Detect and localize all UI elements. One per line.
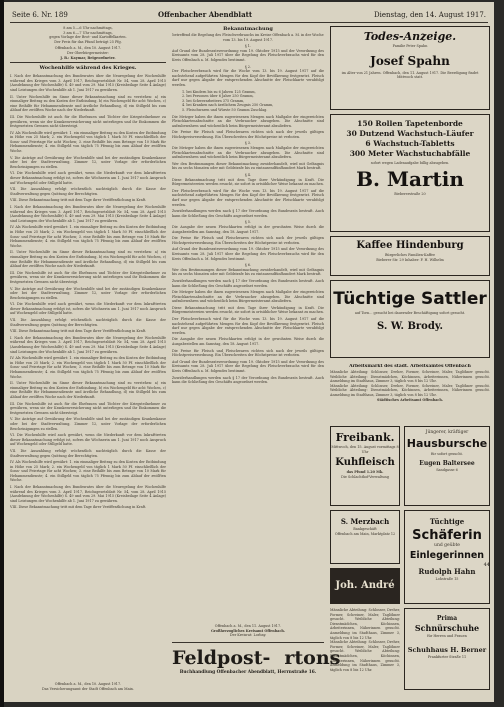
paragraph: III. Die Wochenhilfe ist auch für die Ehefrauen und Töchter der Kriegsteilnehmer zu gewähren, wenn sie der Krankenversicherung nicht unterliegen und ihr Einkommen die festgesetzten Grenzen nicht übersteigt.	[10, 270, 166, 284]
paragraph: IV. Als Wochenhilfe wird gewährt: 1. ein einmaliger Beitrag zu den Kosten der Entbindung in Höhe von 25 Mark; 2. ein Wochengeld von täglich 1 Mark 50 Pf. einschließlich der Sonn- und Feiertage für acht Wochen; 3. eine Beihilfe bis zum Betrage von 10 Mark für Hebammendienste; 4. ein Stillgeld von täglich 75 Pfennig bis zum Ablauf der zwölften Woche.	[10, 356, 166, 379]
hausbursche-firm: Eugen Baltersee	[419, 460, 475, 468]
ad-line: 300 Meter Wachstuchabfälle	[349, 149, 471, 158]
sign-line: Offenbach a. M., den 10. August 1917.	[54, 682, 122, 686]
labor-market-text: Männliche Abteilung: Schlosser, Dreher, Former, Schreiner, Maler, Taglöhner gesucht. Weibliche Abteilung: Dienstmädchen, Köchinnen, Arbeiterinnen, Näherinnen gesucht. Anmeldung im Stadthaus, Zimmer 3, täglich von 8 bis 12 Uhr.	[330, 370, 490, 384]
paragraph: Die Metzger haben die ihnen zugewiesenen Mengen nach Maßgabe der eingereichten Fleischkartenabschnitte an die Verbraucher abzugeben. Die Abschnitte sind aufzubewahren und wöchentlich beim Bürgermeisteramt abzuliefern.	[172, 146, 324, 160]
death-notice-family: Familie Peter Spahn	[392, 44, 428, 48]
death-notice-title: Todes-Anzeige.	[363, 30, 457, 43]
feldpost-sub: Buchhandlung Offenbacher Abendblatt, Herrnstraße 16.	[179, 670, 317, 675]
paragraph: Diese Bekanntmachung tritt mit dem Tage ihrer Verkündigung in Kraft. Die Bürgermeistereien werden ersucht, sie sofort in ortsüblicher Weise bekannt zu machen.	[172, 177, 324, 187]
kaffee-title: Kaffee Hindenburg	[356, 240, 464, 251]
paragraph: IV. Als Wochenhilfe wird gewährt: 1. ein einmaliger Beitrag zu den Kosten der Entbindung in Höhe von 25 Mark; 2. ein Wochengeld von täglich 1 Mark 50 Pf. einschließlich der Sonn- und Feiertage für acht Wochen; 3. eine Beihilfe bis zum Betrage von 10 Mark für Hebammendienste; 4. ein Stillgeld von täglich 75 Pfennig bis zum Ablauf der zwölften Woche.	[10, 225, 166, 248]
paragraph: Zuwiderhandlungen werden nach § 17 der Verordnung des Bundesrats bestraft. Auch kann die Schließung des Geschäfts angeordnet werden.	[172, 209, 324, 218]
paragraph: Die Preise für Fleisch und Fleischwaren richten sich nach der jeweils gültigen Höchstpreisverordnung. Ein Überschreiten der Höchstpreise ist verboten.	[172, 348, 324, 358]
paragraph: Die Preise für Fleisch und Fleischwaren richten sich nach der jeweils gültigen Höchstpreisverordnung. Ein Überschreiten der Höchstpreise ist verboten.	[172, 130, 324, 139]
notice-lead: betreffend die Regelung des Fleischverbrauchs im Kreise Offenbach a. M. in der Woche vom 13. bis 19. August 1917.	[172, 33, 324, 42]
article-body	[10, 74, 166, 510]
martin-name: B. Martin	[356, 166, 464, 191]
hausbursche-sub: für sofort gesucht.	[431, 451, 463, 456]
paragraph: Der Fleischverbrauch wird für die Woche vom 13. bis 19. August 1917 auf die nachstehend aufgeführten Mengen für den Kopf der Bevölkerung festgesetzt. Fleisch darf nur gegen Abgabe der entsprechenden Abschnitte der Fleischkarte verabfolgt werden.	[172, 188, 324, 207]
sign-line: Offenbach a. M., den 10. August 1917.	[54, 46, 122, 51]
paragraph: Auf Grund der Bundesratsverordnung vom 19. Oktober 1915 und der Verordnung des Kreisamts vom 28. Juli 1917 über die Regelung des Fleischverbrauchs wird für den Kreis Offenbach a. M. folgendes bestimmt.	[172, 359, 324, 373]
merzbach-sub: Bankgeschäft	[353, 527, 377, 531]
labor-market-title: Arbeitsmarkt des städt. Arbeitsamtes Offenbach	[349, 364, 471, 369]
shoe-sub: für Herren und Frauen	[427, 634, 467, 638]
shoe-pre: Prima	[436, 615, 458, 622]
article-signature	[10, 682, 166, 691]
notice-line: Der Preis für das Pfund beträgt 25 Pfg.	[54, 39, 122, 44]
andre-name: Joh. André	[335, 580, 395, 591]
list-item: 1. bei Kindern bis zu 6 Jahren 125 Gramm,	[182, 89, 256, 94]
paragraph: VII. Die Auszahlung erfolgt wöchentlich nachträglich durch die Kasse der Stadtverwaltung gegen Quittung der Berechtigten.	[10, 187, 166, 196]
schaeferin-ad	[404, 510, 490, 604]
paragraph: I. Nach der Bekanntmachung des Bundesrates über die Neuregelung der Wochenhilfe während des Krieges vom 3. April 1917, Reichsgesetzblatt Nr. 54, vom 28. April 1915 (Ausdehnung der Wochenhilfe) S. 49 und vom 29. Mai 1915 (Kreisbeilage Seite 4 Anlage) sind Leistungen der Wochenhilfe ab 1. Juni 1917 zu gewähren.	[10, 335, 166, 354]
top-signature	[10, 46, 166, 60]
paragraph: VI. Die Wochenhilfe wird auch gewährt, wenn die Niederkunft vor dem Inkrafttreten dieser Bekanntmachung erfolgt ist, sofern die Wöchnerin am 1. Juni 1917 noch Anspruch auf Wochengeld oder Stillgeld hatte.	[10, 302, 166, 316]
ad-line: sofort wegen Ladenaufgabe billig abzugeben.	[370, 161, 450, 165]
folio-number: 44	[483, 562, 490, 568]
feldpost-headline	[172, 646, 341, 670]
labor-market-sign: Städtisches Arbeitsamt Offenbach.	[377, 397, 443, 402]
paragraph: Die Metzger haben die ihnen zugewiesenen Mengen nach Maßgabe der eingereichten Fleischkartenabschnitte an die Verbraucher abzugeben. Die Abschnitte sind aufzubewahren und wöchentlich beim Bürgermeisteramt abzuliefern.	[172, 114, 324, 128]
sattler-sub: auf Torn... gesucht bei dauernder Beschäftigung sofort gesucht.	[354, 311, 466, 315]
paragraph: I. Nach der Bekanntmachung des Bundesrates über die Neuregelung der Wochenhilfe während des Krieges vom 3. April 1917, Reichsgesetzblatt Nr. 54, vom 28. April 1915 (Ausdehnung der Wochenhilfe) S. 49 und vom 29. Mai 1915 (Kreisbeilage Seite 4 Anlage) sind Leistungen der Wochenhilfe ab 1. Juni 1917 zu gewähren.	[10, 205, 166, 223]
martin-ad	[330, 114, 490, 232]
sign-line: Der Kreisrat: Lorbay.	[229, 633, 267, 638]
merzbach-address: Offenbach am Main, Marktplatz 12	[334, 531, 396, 536]
paragraph: VIII. Diese Bekanntmachung tritt mit dem Tage ihrer Veröffentlichung in Kraft.	[10, 329, 147, 334]
paragraph-head: § 4.	[244, 173, 251, 178]
paragraph: Wer den Bestimmungen dieser Bekanntmachung zuwiderhandelt, wird mit Gefängnis bis zu sechs Monaten oder mit Geldstrafe bis zu eintausendfünfhundert Mark bestraft.	[172, 161, 324, 171]
labor-market-text: Männliche Abteilung: Schlosser, Dreher, Former, Schreiner, Maler, Taglöhner gesucht. Weibliche Abteilung: Dienstmädchen, Köchinnen, Arbeiterinnen, Näherinnen gesucht. Anmeldung im Stadthaus, Zimmer 3, täglich von 8 bis 12 Uhr.	[330, 383, 490, 397]
column-1	[10, 26, 166, 694]
paragraph: II. Unter Wochenhilfe im Sinne dieser Bekanntmachung sind zu verstehen: a) ein einmaliger Beitrag zu den Kosten der Entbindung, b) ein Wochengeld für acht Wochen, c) eine Beihilfe für Hebammendienste und ärztliche Behandlung, d) ein Stillgeld bis zum Ablauf der zwölften Woche nach der Niederkunft.	[10, 94, 166, 113]
paragraph: II. Unter Wochenhilfe im Sinne dieser Bekanntmachung sind zu verstehen: a) ein einmaliger Beitrag zu den Kosten der Entbindung, b) ein Wochengeld für acht Wochen, c) eine Beihilfe für Hebammendienste und ärztliche Behandlung, d) ein Stillgeld bis zum Ablauf der zwölften Woche nach der Niederkunft.	[10, 250, 166, 269]
paragraph: II. Unter Wochenhilfe im Sinne dieser Bekanntmachung sind zu verstehen: a) ein einmaliger Beitrag zu den Kosten der Entbindung, b) ein Wochengeld für acht Wochen, c) eine Beihilfe für Hebammendienste und ärztliche Behandlung, d) ein Stillgeld bis zum Ablauf der zwölften Woche nach der Niederkunft.	[10, 381, 166, 399]
schaeferin-address: Lohstraße 15	[435, 576, 459, 581]
shoe-address: Frankfurter Straße 11	[427, 654, 467, 659]
kaffee-address: Bieberer Str. 29 Inhaber: F. H. Wilhelm	[376, 257, 444, 262]
small-notices	[330, 608, 400, 688]
sign-line: Offenbach a. M., den 11. August 1917.	[214, 624, 282, 628]
shoe-ad	[404, 608, 490, 690]
top-notice	[10, 26, 166, 44]
list-item: 2. bei Personen über 6 Jahre 250 Gramm,	[182, 94, 254, 99]
paragraph: Die Metzger haben die ihnen zugewiesenen Mengen nach Maßgabe der eingereichten Fleischkartenabschnitte an die Verbraucher abzugeben. Die Abschnitte sind aufzubewahren und wöchentlich beim Bürgermeisteramt abzuliefern.	[172, 290, 324, 304]
paragraph-head: § 2.	[244, 64, 251, 69]
paper-name: Offenbacher Abendblatt	[158, 10, 253, 19]
sattler-title: Tüchtige Sattler	[333, 289, 487, 309]
paragraph: Auf Grund der Bundesratsverordnung vom 19. Oktober 1915 und der Verordnung des Kreisamts vom 28. Juli 1917 über die Regelung des Fleischverbrauchs wird für den Kreis Offenbach a. M. folgendes bestimmt.	[172, 48, 324, 62]
sattler-ad	[330, 280, 490, 358]
paragraph: VI. Die Wochenhilfe wird auch gewährt, wenn die Niederkunft vor dem Inkrafttreten dieser Bekanntmachung erfolgt ist, sofern die Wöchnerin am 1. Juni 1917 noch Anspruch auf Wochengeld oder Stillgeld hatte.	[10, 433, 166, 447]
shoe-firm: Schuhhaus H. Berner	[407, 645, 487, 654]
paragraph-head: § 6.	[244, 263, 251, 268]
notice-line: 8 am 5.—6 Uhr nachmittags,	[63, 26, 113, 30]
freibank-ad	[330, 426, 400, 506]
paragraph: Zuwiderhandlungen werden nach § 17 der Verordnung des Bundesrats bestraft. Auch kann die Schließung des Geschäfts angeordnet werden.	[172, 375, 324, 385]
paragraph: I. Nach der Bekanntmachung des Bundesrates über die Neuregelung der Wochenhilfe während des Krieges vom 3. April 1917, Reichsgesetzblatt Nr. 54, vom 28. April 1915 (Ausdehnung der Wochenhilfe) S. 49 und vom 29. Mai 1915 (Kreisbeilage Seite 4 Anlage) sind Leistungen der Wochenhilfe ab 1. Juni 1917 zu gewähren.	[10, 74, 166, 92]
notice-title: Bekanntmachung	[223, 26, 273, 32]
paragraph: VI. Die Wochenhilfe wird auch gewährt, wenn die Niederkunft vor dem Inkrafttreten dieser Bekanntmachung erfolgt ist, sofern die Wöchnerin am 1. Juni 1917 noch Anspruch auf Wochengeld oder Stillgeld hatte.	[10, 171, 166, 185]
paragraph: Diese Bekanntmachung tritt mit dem Tage ihrer Verkündigung in Kraft. Die Bürgermeistereien werden ersucht, sie sofort in ortsüblicher Weise bekannt zu machen.	[172, 305, 324, 315]
notice-line: gegen Vorlage der Brot- und Kartoffelkarten.	[49, 35, 127, 40]
hausbursche-ad	[404, 426, 490, 506]
paragraph: VIII. Diese Bekanntmachung tritt mit dem Tage ihrer Veröffentlichung in Kraft.	[10, 505, 147, 510]
list-item: 3. bei Schwerarbeitern 375 Gramm,	[182, 98, 245, 103]
andre-ad	[330, 568, 400, 604]
paragraph: III. Die Wochenhilfe ist auch für die Ehefrauen und Töchter der Kriegsteilnehmer zu gewähren, wenn sie der Krankenversicherung nicht unterliegen und ihr Einkommen die festgesetzten Grenzen nicht übersteigt.	[10, 401, 166, 415]
section-title: Wochenhilfe während des Krieges.	[39, 65, 137, 72]
freibank-note: Die Schlachthof-Verwaltung	[341, 474, 389, 479]
paragraph: Auf Grund der Bundesratsverordnung vom 19. Oktober 1915 und der Verordnung des Kreisamts vom 28. Juli 1917 über die Regelung des Fleischverbrauchs wird für den Kreis Offenbach a. M. folgendes bestimmt.	[172, 247, 324, 261]
feldpost-word: Feldpost-	[172, 647, 271, 669]
feldpost-word-end: rtons	[284, 647, 341, 669]
paragraph: IV. Als Wochenhilfe wird gewährt: 1. ein einmaliger Beitrag zu den Kosten der Entbindung in Höhe von 25 Mark; 2. ein Wochengeld von täglich 1 Mark 50 Pf. einschließlich der Sonn- und Feiertage für acht Wochen; 3. eine Beihilfe bis zum Betrage von 10 Mark für Hebammendienste; 4. ein Stillgeld von täglich 75 Pfennig bis zum Ablauf der zwölften Woche.	[10, 460, 166, 483]
martin-address: Biebererstraße 20	[394, 191, 426, 196]
paragraph: Wer den Bestimmungen dieser Bekanntmachung zuwiderhandelt, wird mit Gefängnis bis zu sechs Monaten oder mit Geldstrafe bis zu eintausendfünfhundert Mark bestraft.	[172, 267, 324, 277]
paragraph: Die Ausgabe der neuen Fleischkarten erfolgt in der gewohnten Weise durch die Ausgabestellen am Samstag, den 18. August 1917.	[172, 337, 324, 347]
death-notice	[330, 26, 490, 110]
paragraph: VII. Die Auszahlung erfolgt wöchentlich nachträglich durch die Kasse der Stadtverwaltung gegen Quittung der Berechtigten.	[10, 448, 166, 458]
paragraph: Der Fleischverbrauch wird für die Woche vom 13. bis 19. August 1917 auf die nachstehend aufgeführten Mengen für den Kopf der Bevölkerung festgesetzt. Fleisch darf nur gegen Abgabe der entsprechenden Abschnitte der Fleischkarte verabfolgt werden.	[172, 317, 324, 335]
paragraph-head: § 5.	[244, 220, 251, 225]
issue-date: Dienstag, den 14. August 1917.	[374, 11, 486, 19]
death-notice-name: Josef Spahn	[370, 53, 450, 68]
page-header	[10, 8, 488, 23]
hausbursche-address: Sandgasse 6	[436, 468, 458, 473]
ad-line: 150 Rollen Tapetenborde	[357, 119, 463, 128]
freibank-sub: Mittwoch, den 15. August vormittags 8 Uhr	[331, 445, 399, 454]
kaffee-sub: Bürgerliches Familien-Kaffee	[384, 253, 436, 257]
column-2	[172, 26, 324, 638]
freibank-price: das Pfund 1.20 Mk.	[346, 470, 384, 475]
schaeferin-title: Schäferin	[412, 528, 482, 543]
paragraph: IV. Als Wochenhilfe wird gewährt: 1. ein einmaliger Beitrag zu den Kosten der Entbindung in Höhe von 25 Mark; 2. ein Wochengeld von täglich 1 Mark 50 Pf. einschließlich der Sonn- und Feiertage für acht Wochen; 3. eine Beihilfe bis zum Betrage von 10 Mark für Hebammendienste; 4. ein Stillgeld von täglich 75 Pfennig bis zum Ablauf der zwölften Woche.	[10, 130, 166, 154]
schaeferin-pre: Tüchtige	[429, 517, 465, 526]
freibank-item: Kuhfleisch	[335, 457, 395, 469]
schaeferin-firm: Rudolph Hahn	[418, 566, 476, 576]
ad-line: 6 Wachstuch-Tabletts	[365, 139, 455, 148]
paragraph: Die Ausgabe der neuen Fleischkarten erfolgt in der gewohnten Weise durch die Ausgabestellen am Samstag, den 18. August 1917.	[172, 224, 324, 234]
ad-line: 30 Dutzend Wachstuch-Läufer	[346, 129, 474, 138]
freibank-title: Freibank.	[335, 431, 395, 444]
small-notice-text: Männliche Abteilung: Schlosser, Dreher, Former, Schreiner, Maler, Taglöhner gesucht. Weibliche Abteilung: Dienstmädchen, Köchinnen, Arbeiterinnen, Näherinnen gesucht. Anmeldung im Stadthaus, Zimmer 3, täglich von 8 bis 12 Uhr.	[330, 608, 400, 640]
merzbach-name: S. Merzbach	[340, 517, 390, 526]
small-notice-text: Männliche Abteilung: Schlosser, Dreher, Former, Schreiner, Maler, Taglöhner gesucht. Weibliche Abteilung: Dienstmädchen, Köchinnen, Arbeiterinnen, Näherinnen gesucht. Anmeldung im Stadthaus, Zimmer 3, täglich von 8 bis 12 Uhr.	[330, 640, 400, 672]
newspaper-page	[4, 2, 494, 702]
paragraph-head: § 1.	[244, 44, 251, 49]
notice-body	[172, 44, 324, 385]
hausbursche-title: Hausbursche	[406, 436, 488, 450]
list-item: 4. bei Kranken nach ärztlichem Zeugnis 250 Gramm,	[182, 103, 274, 108]
notice-line: 3 am 6.—7 Uhr nachmittags,	[63, 30, 113, 35]
paragraph: V. Die Anträge auf Gewährung der Wochenhilfe sind bei der zuständigen Krankenkasse oder bei der Stadtverwaltung, Zimmer 12, unter Vorlage der erforderlichen Bescheinigungen zu stellen.	[10, 417, 166, 431]
paragraph: V. Die Anträge auf Gewährung der Wochenhilfe sind bei der zuständigen Krankenkasse oder bei der Stadtverwaltung, Zimmer 12, unter Vorlage der erforderlichen Bescheinigungen zu stellen.	[10, 155, 166, 169]
sign-line: J. B.: Kaymar, Beigeordneter.	[60, 55, 116, 60]
page-number: Seite 6. Nr. 189	[12, 11, 68, 19]
paragraph: III. Die Wochenhilfe ist auch für die Ehefrauen und Töchter der Kriegsteilnehmer zu gewähren, wenn sie der Krankenversicherung nicht unterliegen und ihr Einkommen die festgesetzten Grenzen nicht übersteigt.	[10, 114, 166, 129]
paragraph: VII. Die Auszahlung erfolgt wöchentlich nachträglich durch die Kasse der Stadtverwaltung gegen Quittung der Berechtigten.	[10, 318, 166, 327]
sattler-firm: S. W. Brody.	[377, 320, 443, 332]
labor-market	[330, 364, 490, 422]
list-item: 5. Fleischwaren und Würste 50 Gramm Zuschlag.	[182, 107, 268, 112]
merzbach-ad	[330, 510, 400, 564]
hausbursche-pre: Jüngerer, kräftiger	[425, 430, 469, 435]
sign-line: Großherzogliches Kreisamt Offenbach.	[210, 628, 286, 633]
notice-signature	[172, 624, 324, 638]
divider	[10, 62, 166, 63]
death-notice-text: im Alter von 21 Jahren. Offenbach, den 11. August 1917. Die Beerdigung findet Mittwoch statt.	[341, 70, 479, 80]
paragraph: VIII. Diese Bekanntmachung tritt mit dem Tage ihrer Veröffentlichung in Kraft.	[10, 198, 147, 203]
paragraph: V. Die Anträge auf Gewährung der Wochenhilfe sind bei der zuständigen Krankenkasse oder bei der Stadtverwaltung, Zimmer 12, unter Vorlage der erforderlichen Bescheinigungen zu stellen.	[10, 286, 166, 300]
paragraph: Die Preise für Fleisch und Fleischwaren richten sich nach der jeweils gültigen Höchstpreisverordnung. Ein Überschreiten der Höchstpreise ist verboten.	[172, 236, 324, 245]
schaeferin-sub: und geübte	[434, 543, 460, 548]
paragraph: Der Fleischverbrauch wird für die Woche vom 13. bis 19. August 1917 auf die nachstehend aufgeführten Mengen für den Kopf der Bevölkerung festgesetzt. Fleisch darf nur gegen Abgabe der entsprechenden Abschnitte der Fleischkarte verabfolgt werden.	[172, 69, 324, 87]
kaffee-ad	[330, 236, 490, 276]
shoe-title: Schnürschuhe	[414, 623, 480, 633]
paragraph: Zuwiderhandlungen werden nach § 17 der Verordnung des Bundesrats bestraft. Auch kann die Schließung des Geschäfts angeordnet werden.	[172, 278, 324, 288]
schaeferin-title-2: Einlegerinnen	[409, 549, 485, 561]
paragraph: I. Nach der Bekanntmachung des Bundesrates über die Neuregelung der Wochenhilfe während des Krieges vom 3. April 1917, Reichsgesetzblatt Nr. 54, vom 28. April 1915 (Ausdehnung der Wochenhilfe) S. 49 und vom 29. Mai 1915 (Kreisbeilage Seite 4 Anlage) sind Leistungen der Wochenhilfe ab 1. Juni 1917 zu gewähren.	[10, 485, 166, 503]
sign-line: Der Oberbürgermeister:	[67, 50, 109, 55]
feldpost-ad	[172, 642, 341, 701]
paragraph-head: § 3.	[244, 141, 251, 146]
sign-line: Das Versicherungsamt der Stadt Offenbach am Main.	[42, 686, 134, 691]
